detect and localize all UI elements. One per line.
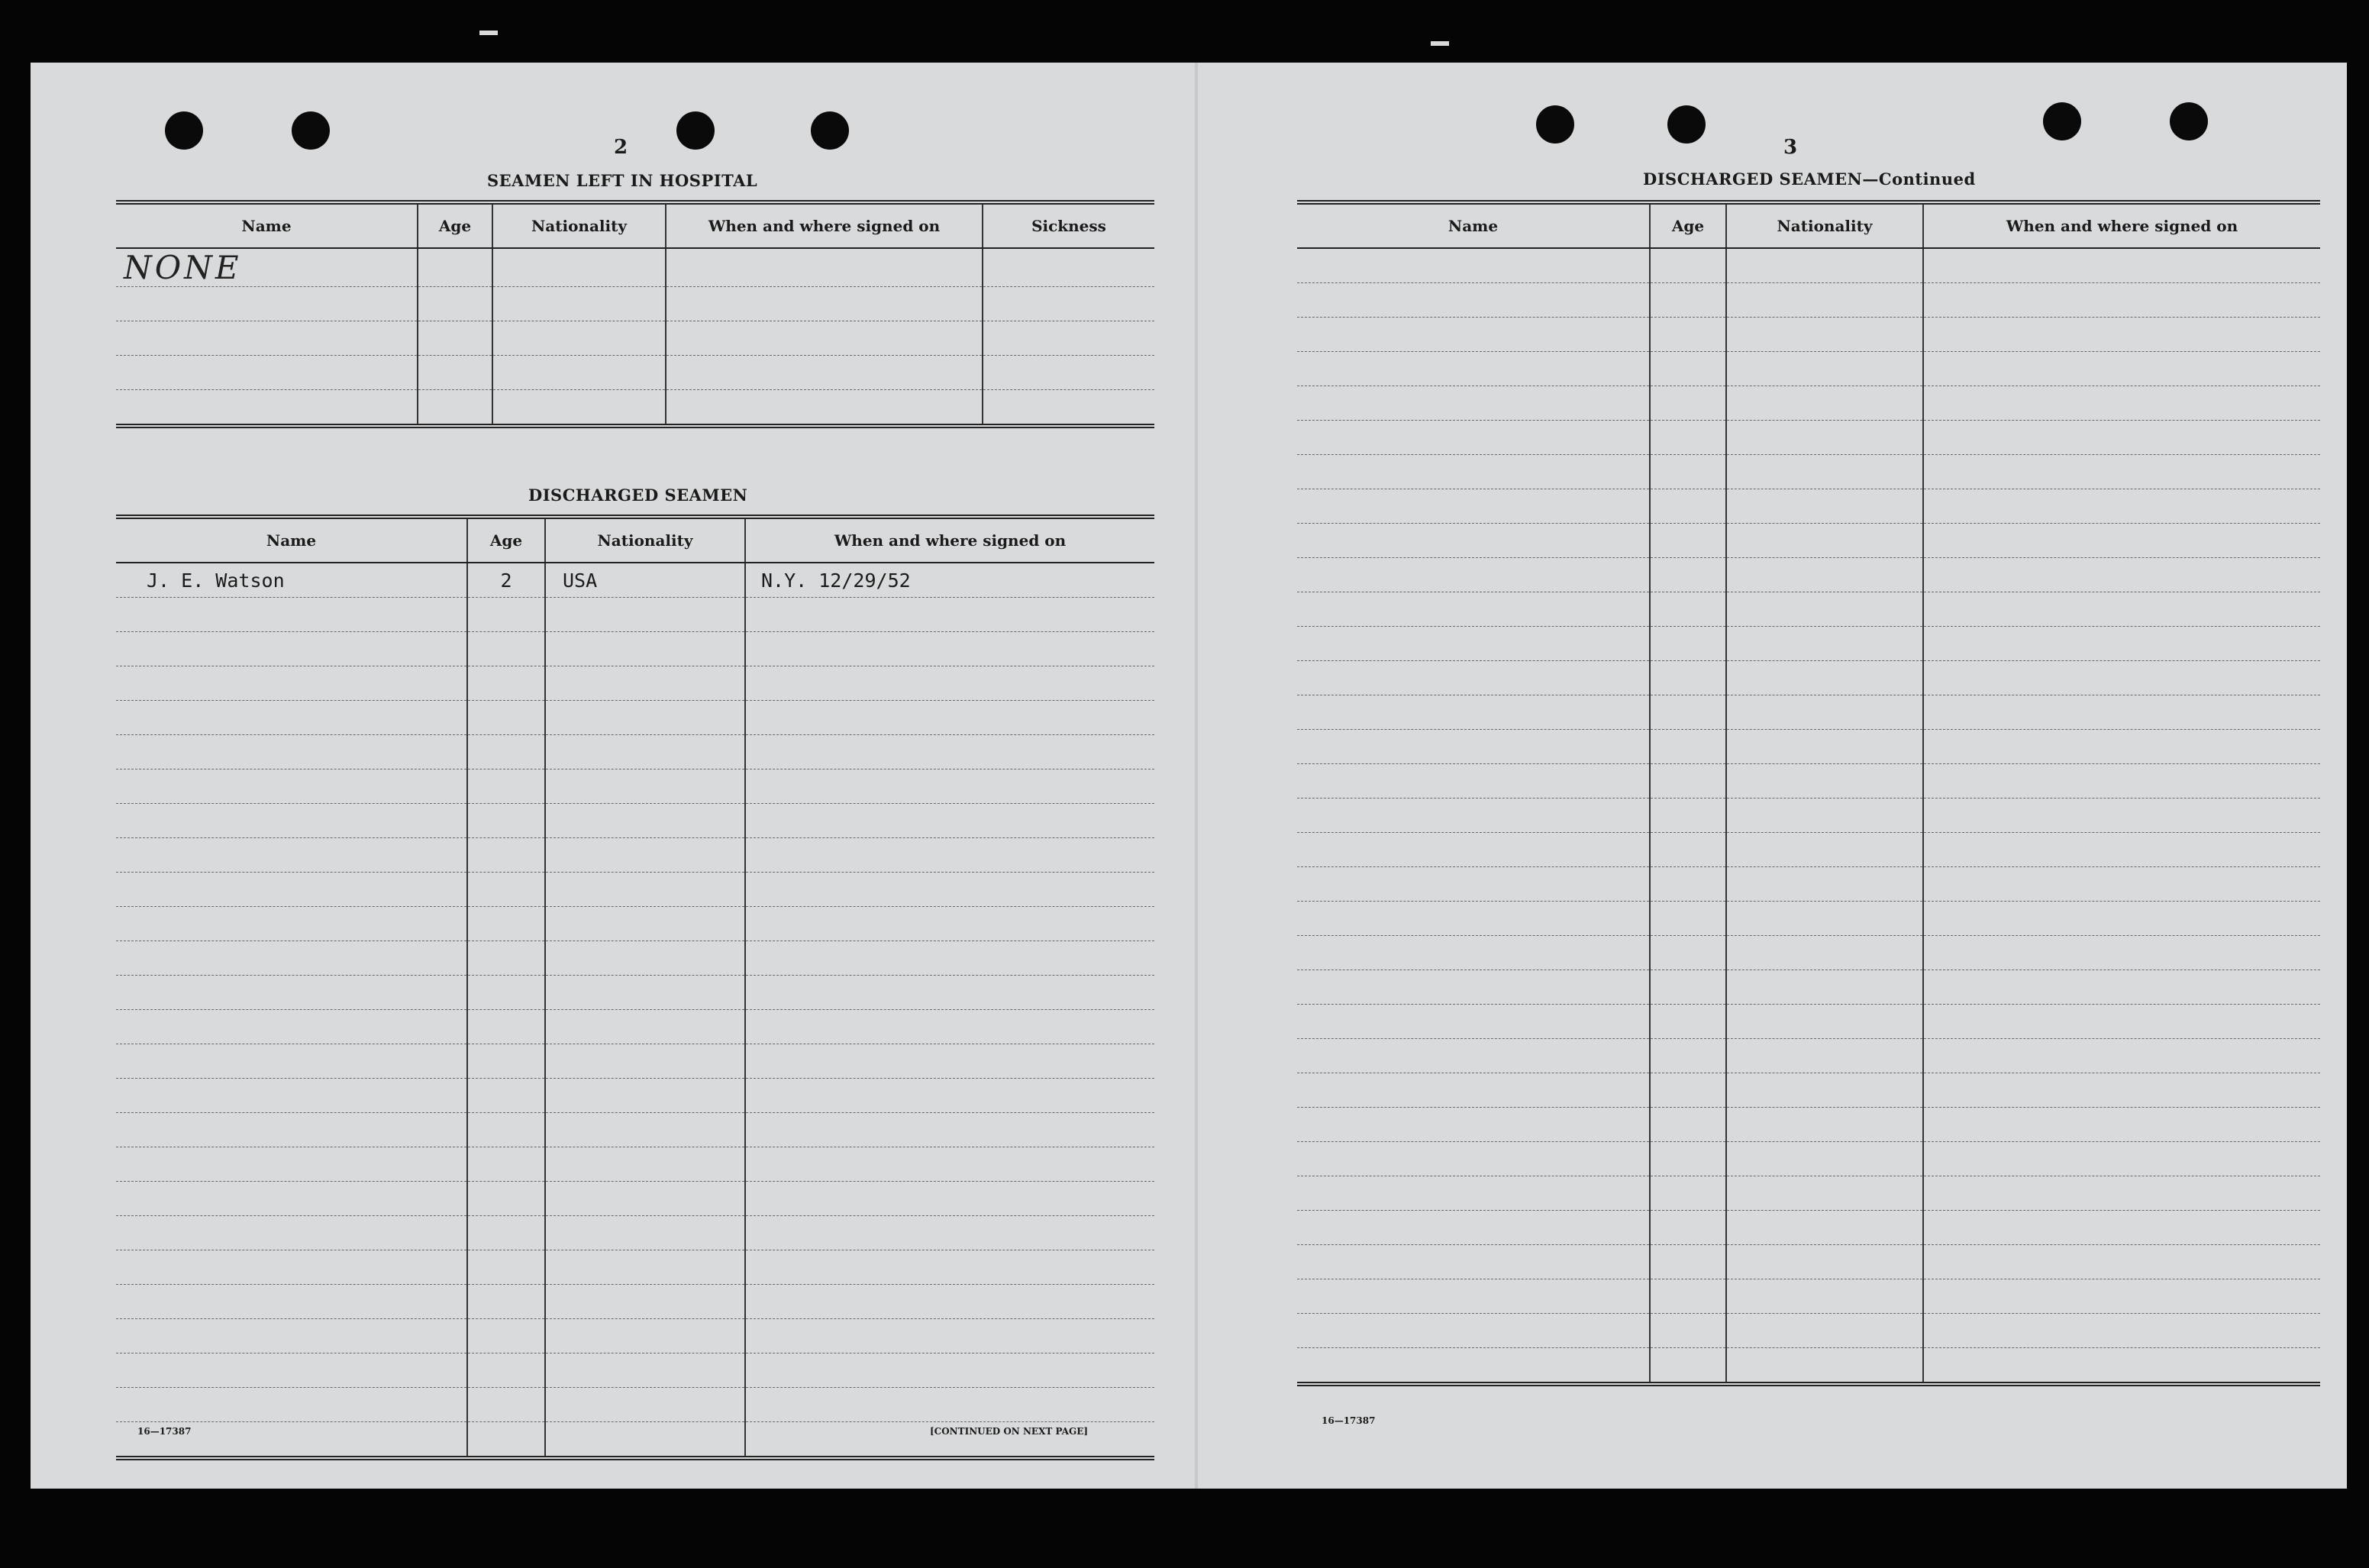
column-header: Age <box>418 202 492 248</box>
discharged-continued-title <box>1643 169 1976 189</box>
column-header: Age <box>1650 202 1726 248</box>
none-entry: NONE <box>124 249 242 286</box>
column-header: When and where signed on <box>1923 202 2320 248</box>
page-number: 3 <box>1783 136 1798 159</box>
form-number: 16—17387 <box>137 1426 192 1437</box>
discharged-table <box>116 515 1154 1460</box>
table-row <box>116 563 1154 598</box>
column-header: Nationality <box>545 517 745 563</box>
document-sheet <box>31 63 2347 1489</box>
column-header: Name <box>116 517 467 563</box>
column-header: Sickness <box>983 202 1154 248</box>
seaman-signed-on: N.Y. 12/29/52 <box>745 563 1154 598</box>
column-header: When and where signed on <box>745 517 1154 563</box>
continued-note: [CONTINUED ON NEXT PAGE] <box>930 1426 1089 1437</box>
discharged-section-title: DISCHARGED SEAMEN <box>528 486 748 505</box>
seaman-name: J. E. Watson <box>116 563 467 598</box>
column-header: Age <box>467 517 545 563</box>
hospital-table <box>116 200 1154 428</box>
title-main: DISCHARGED SEAMEN <box>1643 169 1863 189</box>
scan-speck <box>479 31 498 35</box>
page-number: 2 <box>614 136 628 159</box>
seaman-age: 2 <box>467 563 545 598</box>
column-header: Nationality <box>492 202 666 248</box>
title-suffix: —Continued <box>1862 169 1976 189</box>
column-header: When and where signed on <box>666 202 983 248</box>
column-header: Nationality <box>1726 202 1923 248</box>
right-page <box>1198 63 2347 1489</box>
column-header: Name <box>116 202 418 248</box>
seaman-nationality: USA <box>545 563 745 598</box>
discharged-continued-table <box>1297 200 2320 1386</box>
column-header: Name <box>1297 202 1650 248</box>
hospital-section-title: SEAMEN LEFT IN HOSPITAL <box>487 171 758 190</box>
form-number: 16—17387 <box>1322 1415 1376 1426</box>
scan-speck <box>1431 41 1449 46</box>
handwritten-entry <box>116 248 418 287</box>
left-page <box>31 63 1195 1489</box>
